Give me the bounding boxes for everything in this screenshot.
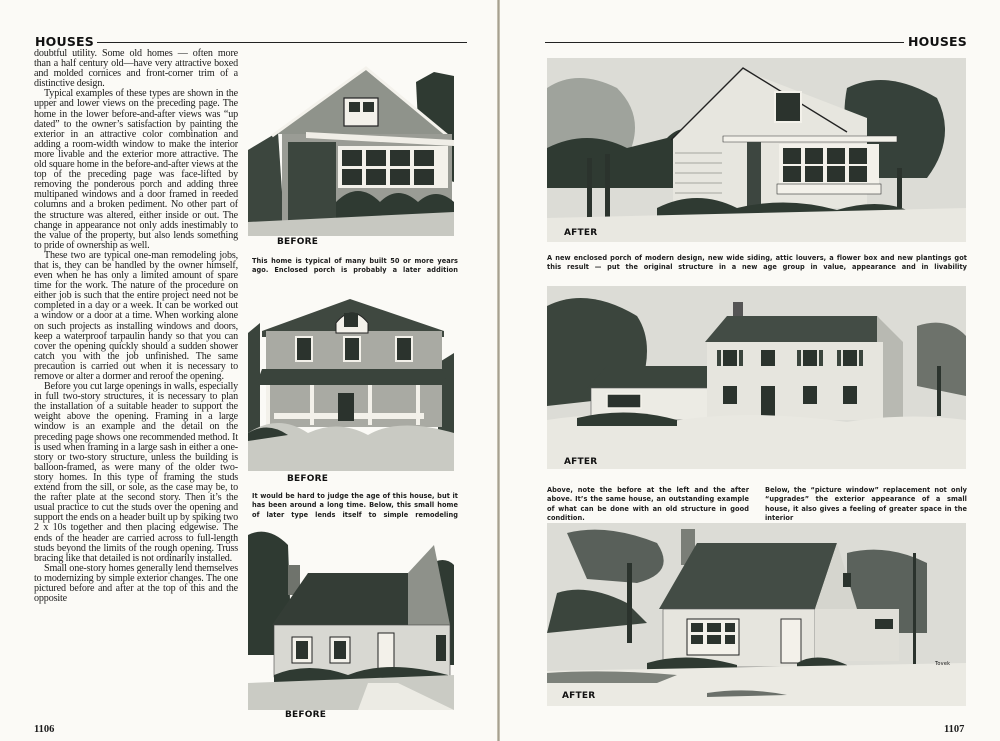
running-head-right [545, 33, 967, 49]
running-head-rule [97, 42, 467, 43]
after-label: AFTER [562, 691, 596, 701]
two-story-house-drawing [248, 293, 454, 471]
body-paragraph: Before you cut large openings in walls, especially in full two-story structures, it is necessary to plan the installation of a suitable header to support the weight above the opening. Framing in a large window is an example and the detail on the preceding page shows one recommended method. It is used when framing in a large sash in either a one-story or two-story structure, unless the building is balloon-framed, as were many of the older two-story homes. In this type of framing the studs extend from the sill, or sole, as the case may be, to the rafter plate at the second story. Then it’s the usual practice to cut the studs over the opening and support the ends on a header built up by spiking two 2 x 10s together and then placing edgewise. The ends of the header are carried across to full-length studs beyond the limits of the rough opening. Truss bracing like that detailed is not ordinarily installed. [34, 381, 238, 564]
body-text-column [34, 49, 238, 604]
page-number-right: 1107 [944, 724, 965, 735]
illustration-after-cottage [547, 523, 966, 706]
body-paragraph: Typical examples of these types are shown in the upper and lower views on the preceding page. The home in the lower before-and-after views was “up dated” to the owner’s satisfaction by painting the exterior in an attractive color combination and adding a room-width window to make the interior more livable and the exterior more attractive. The old square home in the before-and-after views at the top of the preceding page was face-lifted by removing the ponderous porch and adding three multipaned windows and a door framed in reeded columns and a broken pediment. No other part of the structure was altered, either inside or out. The change in appearance not only adds inestimably to the value of the property, but also lends something to pride of ownership as well. [34, 88, 238, 251]
before-label: BEFORE [277, 237, 319, 247]
running-head-rule [545, 42, 904, 43]
before-label: BEFORE [287, 474, 329, 484]
cottage-after-drawing [547, 523, 966, 706]
cottage-drawing [248, 525, 454, 710]
illustration-caption: This home is typical of many built 50 or more years ago. Enclosed porch is probably a later addition [252, 257, 458, 275]
illustration-caption-right: Below, the “picture window” replacement not only “upgrades” the exterior appearance of a small house, it also gives a feeling of greater space in the interior [765, 486, 967, 523]
running-head-right-text: HOUSES [908, 33, 967, 49]
bungalow-drawing [248, 62, 454, 236]
illustration-before-cottage [248, 525, 454, 710]
bungalow-after-drawing [547, 58, 966, 242]
illustration-caption: It would be hard to judge the age of this house, but it has been around a long time. Below, this small home of later type lends itself to simple remodeling [252, 492, 458, 519]
illustration-after-bungalow [547, 58, 966, 242]
after-label: AFTER [564, 457, 598, 467]
artist-signature: Tovek [935, 661, 951, 667]
body-paragraph: doubtful utility. Some old homes — often more than a half century old—have very attractive boxed and molded cornices and front-corner trim of a distinctive design. [34, 48, 238, 90]
before-label: BEFORE [285, 710, 327, 720]
running-head-left-text: HOUSES [35, 33, 94, 49]
illustration-caption: A new enclosed porch of modern design, new wide siding, attic louvers, a flower box and new plantings got this result — put the original structure in a new age group in value, appearance and in livability [547, 254, 967, 272]
illustration-caption-left: Above, note the before at the left and the after above. It’s the same house, an outstanding example of what can be done with an old structure in good condition. [547, 486, 749, 523]
illustration-after-two-story [547, 286, 966, 469]
after-label: AFTER [564, 228, 598, 238]
body-paragraph: These two are typical one-man remodeling jobs, that is, they can be handled by the owner himself, even when he has only a limited amount of spare time for the work. The nature of the procedure on either job is such that the entire project need not be completed in a day or a week. It can be worked out a window or a door at a time. When working alone on such projects as installing windows and doors, keep a waterproof tarpaulin handy so that you can cover the opening quickly should a sudden shower catch you with the job unfinished. The same precaution is carried out when it is necessary to remove or alter a dormer and reroof the opening. [34, 249, 238, 382]
page-number-left: 1106 [34, 724, 55, 735]
illustration-before-bungalow [248, 62, 454, 236]
two-story-after-drawing [547, 286, 966, 469]
body-paragraph: Small one-story homes generally lend themselves to modernizing by simple exterior changes. The one pictured before and after at the top of this and the opposite [34, 562, 238, 605]
running-head-left [35, 33, 467, 49]
illustration-before-two-story [248, 293, 454, 471]
book-gutter [497, 0, 500, 741]
